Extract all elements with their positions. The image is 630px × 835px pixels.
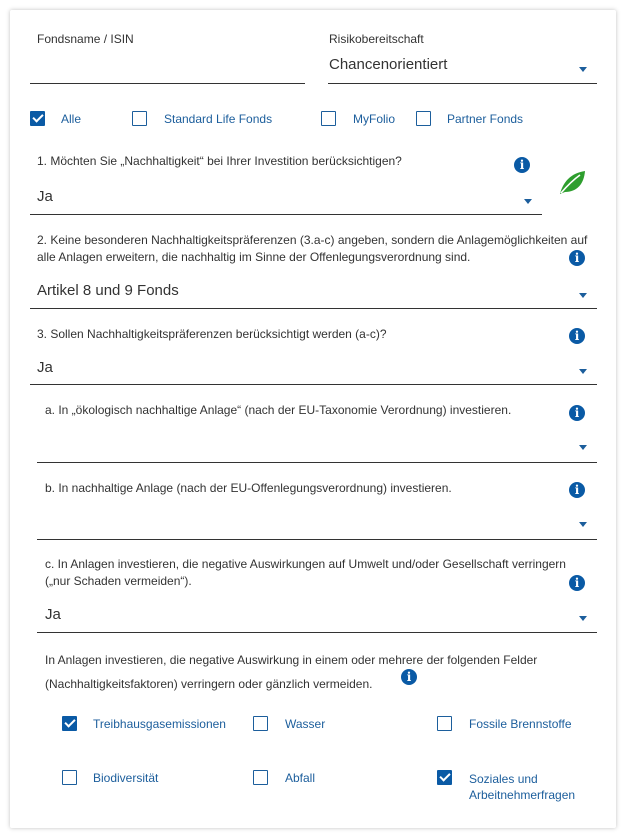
factor-greenhouse-label[interactable]: Treibhausgasemissionen <box>93 717 226 731</box>
question-3c-select[interactable]: Ja <box>45 606 61 623</box>
filter-standard-life-label[interactable]: Standard Life Fonds <box>164 112 273 126</box>
info-icon[interactable]: i <box>569 405 585 421</box>
filter-partner-checkbox[interactable] <box>416 111 431 126</box>
risk-label: Risikobereitschaft <box>329 32 424 46</box>
question-3b-select[interactable] <box>45 513 565 535</box>
question-2-underline <box>30 308 597 309</box>
factor-water-label[interactable]: Wasser <box>285 717 326 731</box>
question-3b-underline <box>37 539 597 540</box>
caret-down-icon[interactable] <box>579 616 587 621</box>
sustainability-form <box>10 10 616 828</box>
caret-down-icon[interactable] <box>579 293 587 298</box>
factor-fossil-label[interactable]: Fossile Brennstoffe <box>469 717 572 731</box>
filter-myfolio-checkbox[interactable] <box>321 111 336 126</box>
info-icon[interactable]: i <box>569 328 585 344</box>
factor-biodiversity-checkbox[interactable] <box>62 770 77 785</box>
info-icon[interactable]: i <box>401 669 417 685</box>
question-1-select[interactable]: Ja <box>37 188 53 205</box>
question-1-text: 1. Möchten Sie „Nachhaltigkeit“ bei Ihrer Investition berücksichtigen? <box>37 154 402 168</box>
filter-myfolio-label[interactable]: MyFolio <box>353 112 396 126</box>
question-3a-underline <box>37 462 597 463</box>
question-3a-select[interactable] <box>45 436 565 458</box>
info-icon[interactable]: i <box>569 482 585 498</box>
risk-underline <box>328 83 597 84</box>
filter-standard-life-checkbox[interactable] <box>132 111 147 126</box>
factor-waste-label[interactable]: Abfall <box>285 771 316 785</box>
fund-name-label: Fondsname / ISIN <box>37 32 134 46</box>
factor-greenhouse-checkbox[interactable] <box>62 716 77 731</box>
caret-down-icon[interactable] <box>579 67 587 72</box>
filter-alle-label[interactable]: Alle <box>61 112 82 126</box>
leaf-icon <box>557 168 587 196</box>
question-1-underline <box>30 214 542 215</box>
question-3-text: 3. Sollen Nachhaltigkeitspräferenzen berücksichtigt werden (a-c)? <box>37 327 387 341</box>
factor-biodiversity-label[interactable]: Biodiversität <box>93 771 159 785</box>
factor-social-checkbox[interactable] <box>437 770 452 785</box>
risk-select[interactable]: Chancenorientiert <box>329 56 448 73</box>
info-icon[interactable]: i <box>569 575 585 591</box>
info-icon[interactable]: i <box>514 157 530 173</box>
filter-partner-label[interactable]: Partner Fonds <box>447 112 524 126</box>
caret-down-icon[interactable] <box>579 369 587 374</box>
question-3c-underline <box>37 632 597 633</box>
fund-name-underline <box>30 83 305 84</box>
question-3a-text: a. In „ökologisch nachhaltige Anlage“ (nach der EU-Taxonomie Verordnung) investieren. <box>45 403 512 417</box>
question-3-select[interactable]: Ja <box>37 359 53 376</box>
factor-waste-checkbox[interactable] <box>253 770 268 785</box>
factors-intro <box>45 648 565 696</box>
factors-intro-text: In Anlagen investieren, die negative Auswirkung in einem oder mehrere der folgenden Felder (Nachhaltigkeitsfaktoren) verringern oder gänzlich vermeiden. <box>45 653 538 691</box>
fund-name-input[interactable] <box>30 56 304 82</box>
factor-water-checkbox[interactable] <box>253 716 268 731</box>
question-3c-text: c. In Anlagen investieren, die negative Auswirkungen auf Umwelt und/oder Gesellschaft verringern („nur Schaden vermeiden“). <box>45 557 566 588</box>
info-icon[interactable]: i <box>569 250 585 266</box>
factor-fossil-checkbox[interactable] <box>437 716 452 731</box>
caret-down-icon[interactable] <box>579 445 587 450</box>
question-3b-text: b. In nachhaltige Anlage (nach der EU-Offenlegungsverordnung) investieren. <box>45 481 452 495</box>
question-3-underline <box>30 384 597 385</box>
question-2-text: 2. Keine besonderen Nachhaltigkeitspräferenzen (3.a-c) angeben, sondern die Anlagemöglichkeiten auf alle Anlagen erweitern, die nachhaltig im Sinne der Offenlegungsverordnung sind. <box>37 233 588 264</box>
factor-social-label[interactable]: Soziales und Arbeitnehmerfragen <box>469 772 576 802</box>
caret-down-icon[interactable] <box>524 199 532 204</box>
caret-down-icon[interactable] <box>579 522 587 527</box>
filter-alle-checkbox[interactable] <box>30 111 45 126</box>
question-2-select[interactable]: Artikel 8 und 9 Fonds <box>37 282 179 299</box>
